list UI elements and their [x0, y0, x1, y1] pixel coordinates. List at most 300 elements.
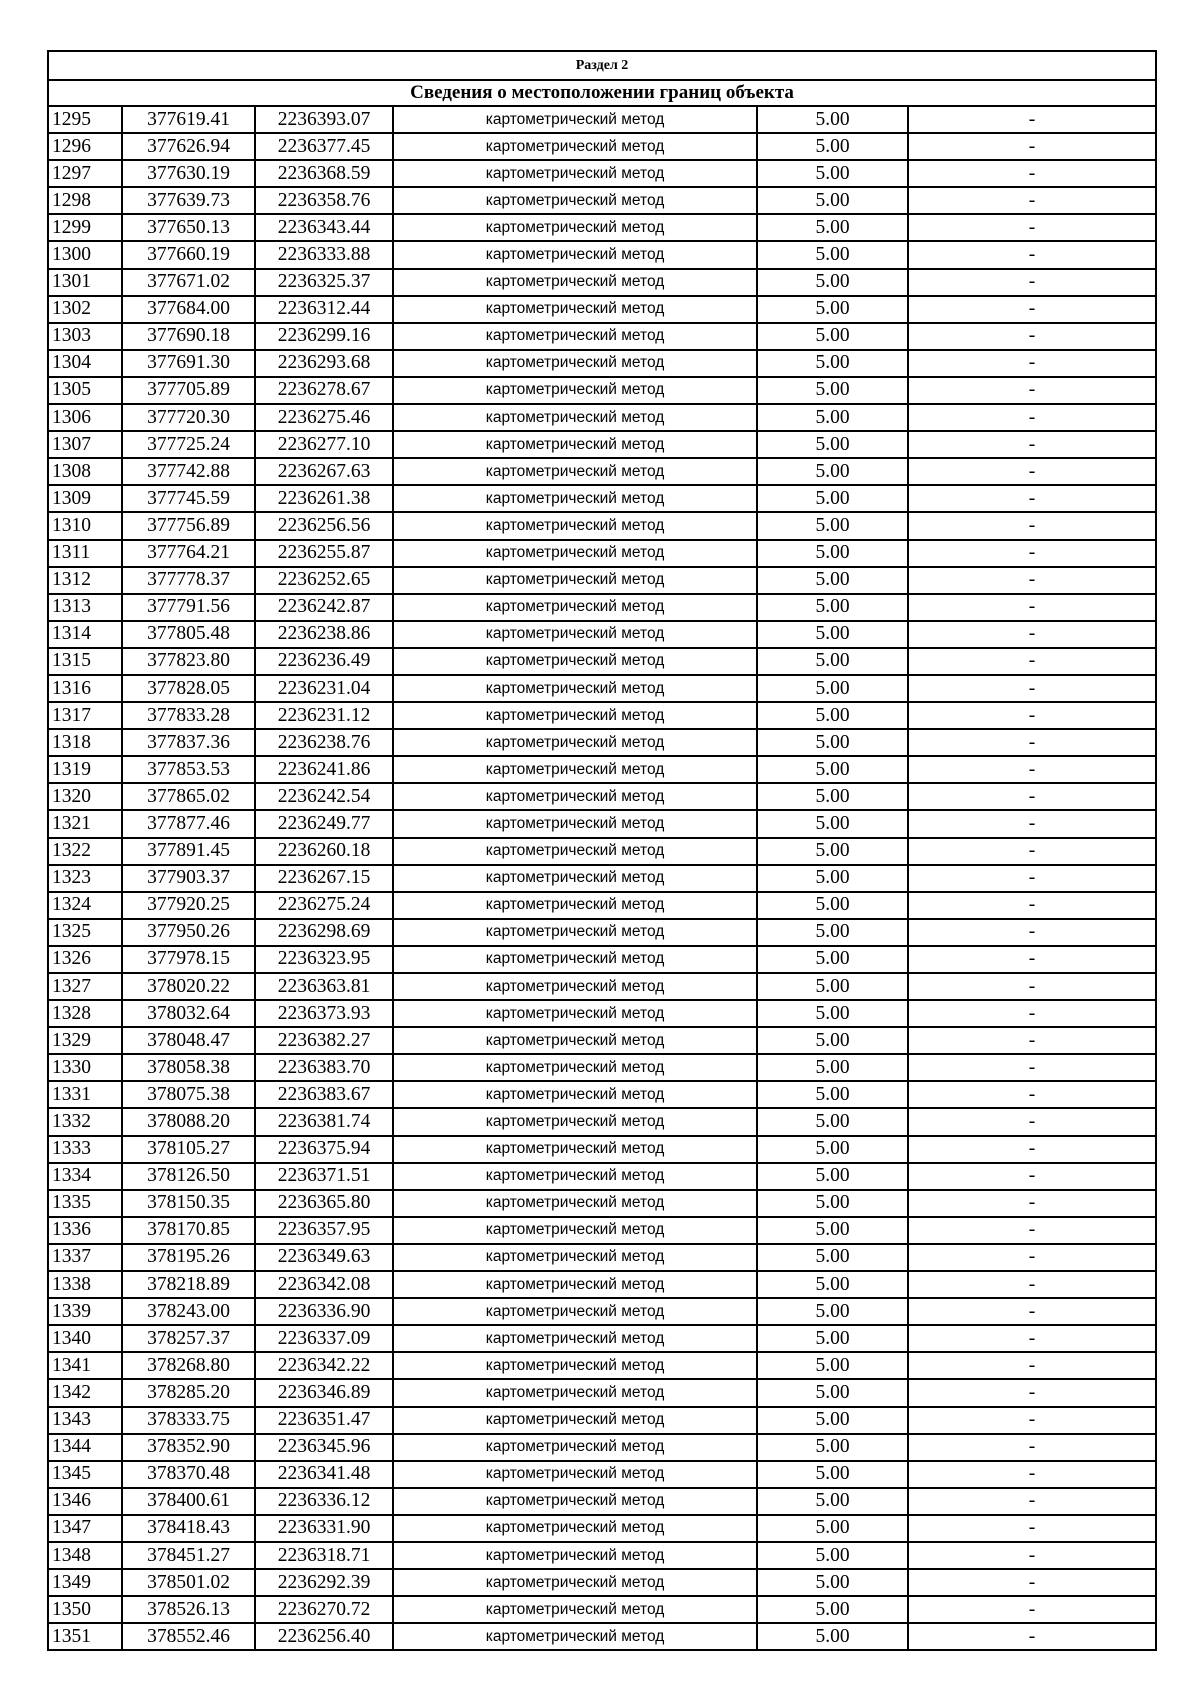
coordinate-y-cell: 2236261.38 [255, 485, 393, 512]
coordinate-x-cell: 378285.20 [122, 1379, 255, 1406]
coordinate-x-cell: 378195.26 [122, 1244, 255, 1271]
method-cell: картометрический метод [393, 1488, 757, 1515]
method-cell: картометрический метод [393, 1054, 757, 1081]
coordinate-y-cell: 2236255.87 [255, 540, 393, 567]
coordinate-y-cell: 2236342.22 [255, 1352, 393, 1379]
point-number-cell: 1342 [48, 1379, 122, 1406]
precision-cell: 5.00 [757, 1108, 908, 1135]
description-cell: - [908, 1461, 1156, 1488]
point-number-cell: 1341 [48, 1352, 122, 1379]
description-cell: - [908, 1596, 1156, 1623]
coordinate-y-cell: 2236343.44 [255, 214, 393, 241]
description-cell: - [908, 1000, 1156, 1027]
precision-cell: 5.00 [757, 1515, 908, 1542]
point-number-cell: 1336 [48, 1217, 122, 1244]
method-cell: картометрический метод [393, 1407, 757, 1434]
point-number-cell: 1312 [48, 567, 122, 594]
description-cell: - [908, 1081, 1156, 1108]
table-row [48, 810, 1156, 837]
precision-cell: 5.00 [757, 1596, 908, 1623]
point-number-cell: 1347 [48, 1515, 122, 1542]
description-cell: - [908, 838, 1156, 865]
coordinate-y-cell: 2236277.10 [255, 431, 393, 458]
coordinate-x-cell: 378105.27 [122, 1136, 255, 1163]
method-cell: картометрический метод [393, 702, 757, 729]
table-row [48, 919, 1156, 946]
coordinate-x-cell: 377805.48 [122, 621, 255, 648]
precision-cell: 5.00 [757, 214, 908, 241]
method-cell: картометрический метод [393, 1461, 757, 1488]
table-row [48, 865, 1156, 892]
method-cell: картометрический метод [393, 133, 757, 160]
point-number-cell: 1348 [48, 1542, 122, 1569]
precision-cell: 5.00 [757, 133, 908, 160]
coordinate-x-cell: 378075.38 [122, 1081, 255, 1108]
coordinate-y-cell: 2236351.47 [255, 1407, 393, 1434]
point-number-cell: 1298 [48, 187, 122, 214]
coordinate-y-cell: 2236275.24 [255, 892, 393, 919]
method-cell: картометрический метод [393, 1542, 757, 1569]
coordinate-y-cell: 2236336.90 [255, 1298, 393, 1325]
point-number-cell: 1327 [48, 973, 122, 1000]
coordinate-y-cell: 2236373.93 [255, 1000, 393, 1027]
boundary-points-table [47, 50, 1157, 1651]
coordinate-x-cell: 378418.43 [122, 1515, 255, 1542]
coordinate-y-cell: 2236231.12 [255, 702, 393, 729]
table-row [48, 729, 1156, 756]
method-cell: картометрический метод [393, 756, 757, 783]
method-cell: картометрический метод [393, 621, 757, 648]
precision-cell: 5.00 [757, 1623, 908, 1650]
coordinate-y-cell: 2236267.15 [255, 865, 393, 892]
section-label: Раздел 2 [48, 51, 1156, 80]
precision-cell: 5.00 [757, 1027, 908, 1054]
coordinate-y-cell: 2236236.49 [255, 648, 393, 675]
precision-cell: 5.00 [757, 269, 908, 296]
coordinate-y-cell: 2236242.87 [255, 594, 393, 621]
point-number-cell: 1316 [48, 675, 122, 702]
precision-cell: 5.00 [757, 1190, 908, 1217]
description-cell: - [908, 1569, 1156, 1596]
table-row [48, 756, 1156, 783]
description-cell: - [908, 919, 1156, 946]
coordinate-x-cell: 378257.37 [122, 1325, 255, 1352]
description-cell: - [908, 1298, 1156, 1325]
table-row [48, 485, 1156, 512]
precision-cell: 5.00 [757, 1569, 908, 1596]
precision-cell: 5.00 [757, 404, 908, 431]
description-cell: - [908, 1136, 1156, 1163]
coordinate-x-cell: 377903.37 [122, 865, 255, 892]
coordinate-y-cell: 2236371.51 [255, 1163, 393, 1190]
description-cell: - [908, 946, 1156, 973]
method-cell: картометрический метод [393, 540, 757, 567]
precision-cell: 5.00 [757, 350, 908, 377]
method-cell: картометрический метод [393, 1325, 757, 1352]
description-cell: - [908, 1325, 1156, 1352]
method-cell: картометрический метод [393, 1379, 757, 1406]
description-cell: - [908, 1623, 1156, 1650]
table-row [48, 160, 1156, 187]
precision-cell: 5.00 [757, 1217, 908, 1244]
method-cell: картометрический метод [393, 1352, 757, 1379]
coordinate-x-cell: 378526.13 [122, 1596, 255, 1623]
description-cell: - [908, 241, 1156, 268]
description-cell: - [908, 1271, 1156, 1298]
method-cell: картометрический метод [393, 512, 757, 539]
table-row [48, 1325, 1156, 1352]
table-row [48, 702, 1156, 729]
table-row [48, 567, 1156, 594]
precision-cell: 5.00 [757, 892, 908, 919]
point-number-cell: 1331 [48, 1081, 122, 1108]
coordinate-y-cell: 2236349.63 [255, 1244, 393, 1271]
table-row [48, 892, 1156, 919]
table-row [48, 1244, 1156, 1271]
coordinate-y-cell: 2236368.59 [255, 160, 393, 187]
coordinate-y-cell: 2236331.90 [255, 1515, 393, 1542]
precision-cell: 5.00 [757, 458, 908, 485]
coordinate-x-cell: 377745.59 [122, 485, 255, 512]
description-cell: - [908, 1488, 1156, 1515]
coordinate-x-cell: 377660.19 [122, 241, 255, 268]
method-cell: картометрический метод [393, 1569, 757, 1596]
coordinate-x-cell: 377742.88 [122, 458, 255, 485]
point-number-cell: 1310 [48, 512, 122, 539]
coordinate-x-cell: 377950.26 [122, 919, 255, 946]
point-number-cell: 1349 [48, 1569, 122, 1596]
coordinate-y-cell: 2236299.16 [255, 323, 393, 350]
coordinate-y-cell: 2236333.88 [255, 241, 393, 268]
table-row [48, 1569, 1156, 1596]
method-cell: картометрический метод [393, 296, 757, 323]
point-number-cell: 1302 [48, 296, 122, 323]
table-row [48, 675, 1156, 702]
precision-cell: 5.00 [757, 431, 908, 458]
table-row [48, 1054, 1156, 1081]
description-cell: - [908, 1352, 1156, 1379]
coordinate-x-cell: 378370.48 [122, 1461, 255, 1488]
coordinate-x-cell: 378058.38 [122, 1054, 255, 1081]
precision-cell: 5.00 [757, 865, 908, 892]
method-cell: картометрический метод [393, 1271, 757, 1298]
precision-cell: 5.00 [757, 1081, 908, 1108]
method-cell: картометрический метод [393, 1623, 757, 1650]
point-number-cell: 1324 [48, 892, 122, 919]
point-number-cell: 1304 [48, 350, 122, 377]
description-cell: - [908, 1054, 1156, 1081]
point-number-cell: 1332 [48, 1108, 122, 1135]
coordinate-y-cell: 2236342.08 [255, 1271, 393, 1298]
coordinate-x-cell: 378126.50 [122, 1163, 255, 1190]
coordinate-y-cell: 2236270.72 [255, 1596, 393, 1623]
method-cell: картометрический метод [393, 919, 757, 946]
table-row [48, 1542, 1156, 1569]
point-number-cell: 1306 [48, 404, 122, 431]
coordinate-x-cell: 378451.27 [122, 1542, 255, 1569]
coordinate-y-cell: 2236256.56 [255, 512, 393, 539]
method-cell: картометрический метод [393, 838, 757, 865]
precision-cell: 5.00 [757, 1054, 908, 1081]
description-cell: - [908, 431, 1156, 458]
precision-cell: 5.00 [757, 1271, 908, 1298]
point-number-cell: 1321 [48, 810, 122, 837]
precision-cell: 5.00 [757, 323, 908, 350]
coordinate-x-cell: 377619.41 [122, 106, 255, 133]
table-row [48, 1000, 1156, 1027]
description-cell: - [908, 675, 1156, 702]
table-row [48, 214, 1156, 241]
boundary-table-sheet [47, 50, 1155, 1651]
coordinate-y-cell: 2236345.96 [255, 1434, 393, 1461]
point-number-cell: 1311 [48, 540, 122, 567]
coordinate-x-cell: 377725.24 [122, 431, 255, 458]
method-cell: картометрический метод [393, 729, 757, 756]
description-cell: - [908, 458, 1156, 485]
precision-cell: 5.00 [757, 160, 908, 187]
coordinate-y-cell: 2236358.76 [255, 187, 393, 214]
table-row [48, 1596, 1156, 1623]
description-cell: - [908, 485, 1156, 512]
coordinate-y-cell: 2236383.67 [255, 1081, 393, 1108]
coordinate-y-cell: 2236382.27 [255, 1027, 393, 1054]
method-cell: картометрический метод [393, 458, 757, 485]
coordinate-x-cell: 378032.64 [122, 1000, 255, 1027]
table-row [48, 1298, 1156, 1325]
coordinate-x-cell: 377828.05 [122, 675, 255, 702]
description-cell: - [908, 1244, 1156, 1271]
point-number-cell: 1337 [48, 1244, 122, 1271]
coordinate-x-cell: 377791.56 [122, 594, 255, 621]
description-cell: - [908, 892, 1156, 919]
description-cell: - [908, 1163, 1156, 1190]
precision-cell: 5.00 [757, 810, 908, 837]
coordinate-x-cell: 377877.46 [122, 810, 255, 837]
coordinate-y-cell: 2236238.76 [255, 729, 393, 756]
precision-cell: 5.00 [757, 106, 908, 133]
table-row [48, 1190, 1156, 1217]
coordinate-y-cell: 2236336.12 [255, 1488, 393, 1515]
table-row [48, 1271, 1156, 1298]
coordinate-x-cell: 377853.53 [122, 756, 255, 783]
description-cell: - [908, 729, 1156, 756]
precision-cell: 5.00 [757, 1461, 908, 1488]
table-row [48, 1379, 1156, 1406]
point-number-cell: 1339 [48, 1298, 122, 1325]
coordinate-y-cell: 2236365.80 [255, 1190, 393, 1217]
coordinate-x-cell: 377920.25 [122, 892, 255, 919]
table-row [48, 512, 1156, 539]
description-cell: - [908, 973, 1156, 1000]
description-cell: - [908, 648, 1156, 675]
description-cell: - [908, 350, 1156, 377]
coordinate-y-cell: 2236312.44 [255, 296, 393, 323]
description-cell: - [908, 1407, 1156, 1434]
method-cell: картометрический метод [393, 567, 757, 594]
point-number-cell: 1343 [48, 1407, 122, 1434]
point-number-cell: 1323 [48, 865, 122, 892]
table-row [48, 540, 1156, 567]
table-row [48, 133, 1156, 160]
method-cell: картометрический метод [393, 1515, 757, 1542]
coordinate-x-cell: 377626.94 [122, 133, 255, 160]
method-cell: картометрический метод [393, 973, 757, 1000]
coordinate-y-cell: 2236293.68 [255, 350, 393, 377]
point-number-cell: 1303 [48, 323, 122, 350]
method-cell: картометрический метод [393, 377, 757, 404]
point-number-cell: 1340 [48, 1325, 122, 1352]
point-number-cell: 1297 [48, 160, 122, 187]
coordinate-x-cell: 377671.02 [122, 269, 255, 296]
method-cell: картометрический метод [393, 1081, 757, 1108]
table-row [48, 973, 1156, 1000]
precision-cell: 5.00 [757, 648, 908, 675]
method-cell: картометрический метод [393, 269, 757, 296]
precision-cell: 5.00 [757, 512, 908, 539]
coordinate-y-cell: 2236381.74 [255, 1108, 393, 1135]
point-number-cell: 1315 [48, 648, 122, 675]
precision-cell: 5.00 [757, 675, 908, 702]
table-row [48, 323, 1156, 350]
description-cell: - [908, 702, 1156, 729]
point-number-cell: 1335 [48, 1190, 122, 1217]
table-row [48, 1461, 1156, 1488]
method-cell: картометрический метод [393, 594, 757, 621]
precision-cell: 5.00 [757, 729, 908, 756]
coordinate-y-cell: 2236260.18 [255, 838, 393, 865]
precision-cell: 5.00 [757, 567, 908, 594]
precision-cell: 5.00 [757, 1298, 908, 1325]
point-number-cell: 1313 [48, 594, 122, 621]
point-number-cell: 1309 [48, 485, 122, 512]
precision-cell: 5.00 [757, 783, 908, 810]
description-cell: - [908, 512, 1156, 539]
table-row [48, 187, 1156, 214]
coordinate-y-cell: 2236242.54 [255, 783, 393, 810]
coordinate-x-cell: 378501.02 [122, 1569, 255, 1596]
method-cell: картометрический метод [393, 1244, 757, 1271]
description-cell: - [908, 133, 1156, 160]
table-row [48, 783, 1156, 810]
coordinate-y-cell: 2236278.67 [255, 377, 393, 404]
coordinate-y-cell: 2236275.46 [255, 404, 393, 431]
point-number-cell: 1345 [48, 1461, 122, 1488]
method-cell: картометрический метод [393, 810, 757, 837]
coordinate-x-cell: 378048.47 [122, 1027, 255, 1054]
table-row [48, 594, 1156, 621]
precision-cell: 5.00 [757, 1163, 908, 1190]
coordinate-y-cell: 2236346.89 [255, 1379, 393, 1406]
coordinate-y-cell: 2236363.81 [255, 973, 393, 1000]
table-row [48, 1108, 1156, 1135]
point-number-cell: 1344 [48, 1434, 122, 1461]
coordinate-y-cell: 2236318.71 [255, 1542, 393, 1569]
coordinate-x-cell: 377690.18 [122, 323, 255, 350]
coordinate-x-cell: 377978.15 [122, 946, 255, 973]
table-row [48, 1217, 1156, 1244]
coordinate-x-cell: 377833.28 [122, 702, 255, 729]
table-row [48, 1163, 1156, 1190]
precision-cell: 5.00 [757, 296, 908, 323]
description-cell: - [908, 187, 1156, 214]
method-cell: картометрический метод [393, 214, 757, 241]
coordinate-x-cell: 377756.89 [122, 512, 255, 539]
precision-cell: 5.00 [757, 946, 908, 973]
coordinate-y-cell: 2236357.95 [255, 1217, 393, 1244]
description-cell: - [908, 1542, 1156, 1569]
table-row [48, 106, 1156, 133]
table-row [48, 1407, 1156, 1434]
point-number-cell: 1346 [48, 1488, 122, 1515]
coordinate-y-cell: 2236383.70 [255, 1054, 393, 1081]
description-cell: - [908, 160, 1156, 187]
description-cell: - [908, 783, 1156, 810]
precision-cell: 5.00 [757, 187, 908, 214]
table-row [48, 1515, 1156, 1542]
point-number-cell: 1338 [48, 1271, 122, 1298]
precision-cell: 5.00 [757, 1542, 908, 1569]
point-number-cell: 1299 [48, 214, 122, 241]
point-number-cell: 1333 [48, 1136, 122, 1163]
method-cell: картометрический метод [393, 648, 757, 675]
point-number-cell: 1305 [48, 377, 122, 404]
table-row [48, 269, 1156, 296]
point-number-cell: 1296 [48, 133, 122, 160]
precision-cell: 5.00 [757, 1352, 908, 1379]
point-number-cell: 1322 [48, 838, 122, 865]
method-cell: картометрический метод [393, 1000, 757, 1027]
method-cell: картометрический метод [393, 1136, 757, 1163]
coordinate-y-cell: 2236323.95 [255, 946, 393, 973]
description-cell: - [908, 1217, 1156, 1244]
method-cell: картометрический метод [393, 241, 757, 268]
table-row [48, 1081, 1156, 1108]
precision-cell: 5.00 [757, 702, 908, 729]
description-cell: - [908, 214, 1156, 241]
coordinate-x-cell: 377705.89 [122, 377, 255, 404]
description-cell: - [908, 1108, 1156, 1135]
precision-cell: 5.00 [757, 1407, 908, 1434]
description-cell: - [908, 756, 1156, 783]
point-number-cell: 1320 [48, 783, 122, 810]
description-cell: - [908, 404, 1156, 431]
description-cell: - [908, 106, 1156, 133]
precision-cell: 5.00 [757, 756, 908, 783]
point-number-cell: 1351 [48, 1623, 122, 1650]
point-number-cell: 1350 [48, 1596, 122, 1623]
coordinate-y-cell: 2236267.63 [255, 458, 393, 485]
description-cell: - [908, 1027, 1156, 1054]
precision-cell: 5.00 [757, 1244, 908, 1271]
coordinate-y-cell: 2236375.94 [255, 1136, 393, 1163]
point-number-cell: 1334 [48, 1163, 122, 1190]
coordinate-y-cell: 2236325.37 [255, 269, 393, 296]
point-number-cell: 1300 [48, 241, 122, 268]
point-number-cell: 1326 [48, 946, 122, 973]
table-row [48, 1352, 1156, 1379]
coordinate-x-cell: 377823.80 [122, 648, 255, 675]
coordinate-x-cell: 377778.37 [122, 567, 255, 594]
coordinate-x-cell: 378400.61 [122, 1488, 255, 1515]
section-header-row [48, 51, 1156, 80]
description-cell: - [908, 1379, 1156, 1406]
description-cell: - [908, 567, 1156, 594]
description-cell: - [908, 377, 1156, 404]
point-number-cell: 1317 [48, 702, 122, 729]
table-row [48, 1027, 1156, 1054]
coordinate-x-cell: 378088.20 [122, 1108, 255, 1135]
point-number-cell: 1328 [48, 1000, 122, 1027]
